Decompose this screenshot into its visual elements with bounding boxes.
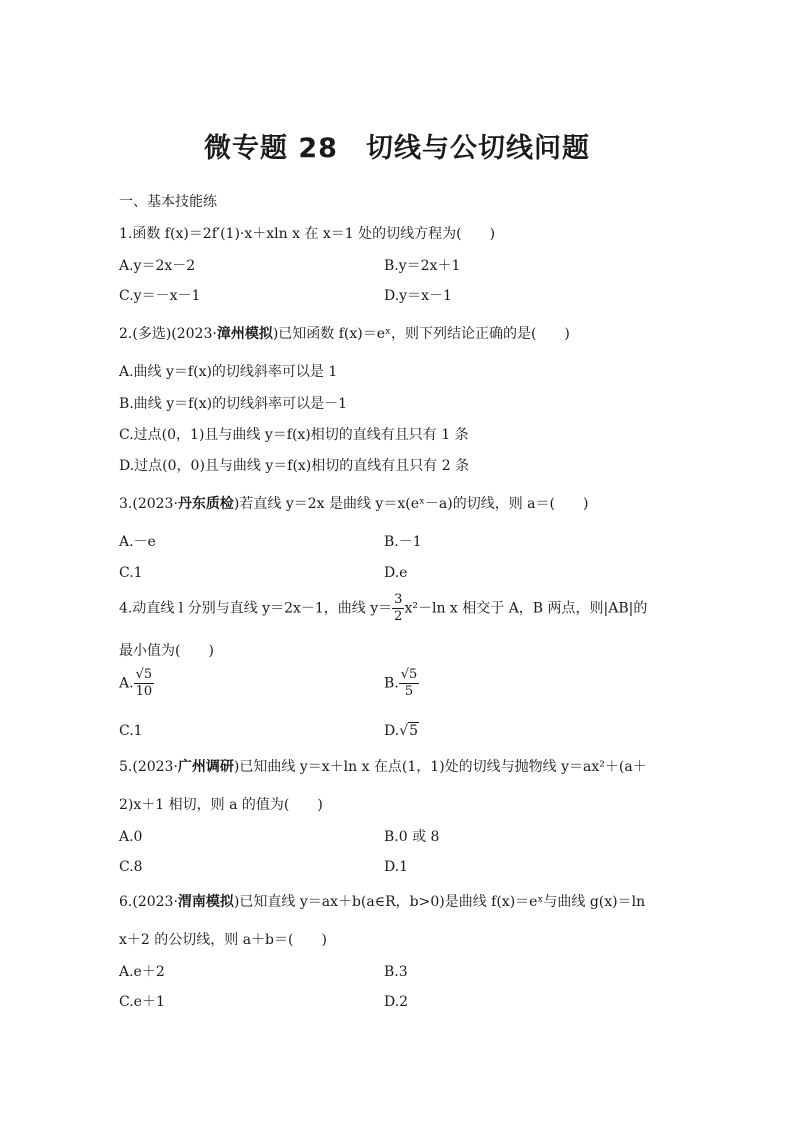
q4-option-d bbox=[384, 722, 419, 740]
page-title: 微专题 28 切线与公切线问题 bbox=[204, 133, 590, 164]
q4-stem-line2: 最小值为( ) bbox=[119, 643, 214, 659]
q6-option-a: A.e＋2 bbox=[119, 964, 165, 980]
q5-option-c: C.8 bbox=[119, 859, 143, 875]
q4-option-c: C.1 bbox=[119, 723, 143, 739]
q4-option-b-fraction bbox=[399, 667, 420, 700]
q3-stem-post: )若直线 y＝2x 是曲线 y＝x(eˣ－a)的切线，则 a＝( ) bbox=[233, 496, 589, 512]
q5-option-d: D.1 bbox=[384, 859, 409, 875]
q1-option-a: A.y＝2x－2 bbox=[119, 258, 196, 274]
q2-option-b: B.曲线 y＝f(x)的切线斜率可以是－1 bbox=[119, 396, 348, 412]
q3-option-b: B.－1 bbox=[384, 534, 422, 550]
q5-source: 广州调研 bbox=[177, 759, 234, 775]
q4-option-b-num: √5 bbox=[400, 667, 418, 682]
q5-stem-line2: 2)x＋1 相切，则 a 的值为( ) bbox=[119, 797, 323, 813]
q2-stem bbox=[119, 325, 570, 343]
q4-option-d-sqrt: √5 bbox=[399, 723, 419, 739]
q2-option-c: C.过点(0，1)且与曲线 y＝f(x)相切的直线有且只有 1 条 bbox=[119, 427, 469, 443]
q4-option-a-num: √5 bbox=[135, 667, 153, 682]
q3-option-c: C.1 bbox=[119, 565, 143, 581]
q3-source: 丹东质检 bbox=[177, 496, 234, 512]
q2-option-a: A.曲线 y＝f(x)的切线斜率可以是 1 bbox=[119, 364, 338, 380]
q4-option-b-den: 5 bbox=[404, 684, 414, 699]
q3-stem-pre: 3.(2023· bbox=[119, 496, 178, 512]
q4-option-a-den: 10 bbox=[135, 684, 153, 699]
q1-option-d: D.y＝x－1 bbox=[384, 288, 452, 304]
q3-option-a: A.－e bbox=[119, 534, 156, 550]
q2-stem-pre: 2.(多选)(2023· bbox=[119, 326, 217, 342]
q1-stem: 1.函数 f(x)＝2f′(1)·x＋xln x 在 x＝1 处的切线方程为( ) bbox=[119, 226, 496, 242]
q6-stem-post: )已知直线 y＝ax＋b(a∈R，b>0)是曲线 f(x)＝eˣ与曲线 g(x)＝ln bbox=[233, 894, 646, 910]
q4-frac-num: 3 bbox=[394, 592, 403, 607]
q4-option-b bbox=[384, 667, 419, 700]
q4-fraction bbox=[392, 592, 404, 625]
q4-stem-pre: 4.动直线 l 分别与直线 y＝2x－1，曲线 y＝ bbox=[119, 600, 393, 617]
q3-option-d: D.e bbox=[384, 565, 408, 581]
q6-stem bbox=[119, 893, 645, 911]
q5-option-b: B.0 或 8 bbox=[384, 829, 440, 845]
q4-option-d-label: D. bbox=[384, 723, 400, 739]
q6-option-b: B.3 bbox=[384, 964, 408, 980]
q3-stem bbox=[119, 495, 588, 513]
q5-stem bbox=[119, 758, 647, 776]
q5-stem-pre: 5.(2023· bbox=[119, 759, 178, 775]
q4-option-d-radicand: 5 bbox=[409, 723, 419, 739]
q4-option-a-fraction bbox=[134, 667, 155, 700]
q1-option-c: C.y＝－x－1 bbox=[119, 288, 201, 304]
q6-option-d: D.2 bbox=[384, 994, 409, 1010]
q1-option-b: B.y＝2x＋1 bbox=[384, 258, 461, 274]
q4-option-b-label: B. bbox=[384, 675, 399, 692]
q4-option-a-label: A. bbox=[119, 675, 134, 692]
q6-option-c: C.e＋1 bbox=[119, 994, 165, 1010]
q5-stem-post: )已知曲线 y＝x＋ln x 在点(1，1)处的切线与抛物线 y＝ax²＋(a＋ bbox=[233, 759, 647, 775]
q4-stem-post: x²－ln x 相交于 A，B 两点，则|AB|的 bbox=[404, 600, 648, 617]
q4-stem bbox=[119, 592, 647, 625]
q2-option-d: D.过点(0，0)且与曲线 y＝f(x)相切的直线有且只有 2 条 bbox=[119, 458, 470, 474]
q4-frac-den: 2 bbox=[394, 609, 403, 624]
q2-stem-post: )已知函数 f(x)＝eˣ，则下列结论正确的是( ) bbox=[272, 326, 570, 342]
q6-source: 渭南模拟 bbox=[177, 894, 234, 910]
q5-option-a: A.0 bbox=[119, 829, 143, 845]
section-heading: 一、基本技能练 bbox=[119, 194, 217, 210]
q6-stem-line2: x＋2 的公切线，则 a＋b＝( ) bbox=[119, 932, 327, 948]
q4-option-a bbox=[119, 667, 154, 700]
q2-source: 漳州模拟 bbox=[216, 326, 273, 342]
q6-stem-pre: 6.(2023· bbox=[119, 894, 178, 910]
